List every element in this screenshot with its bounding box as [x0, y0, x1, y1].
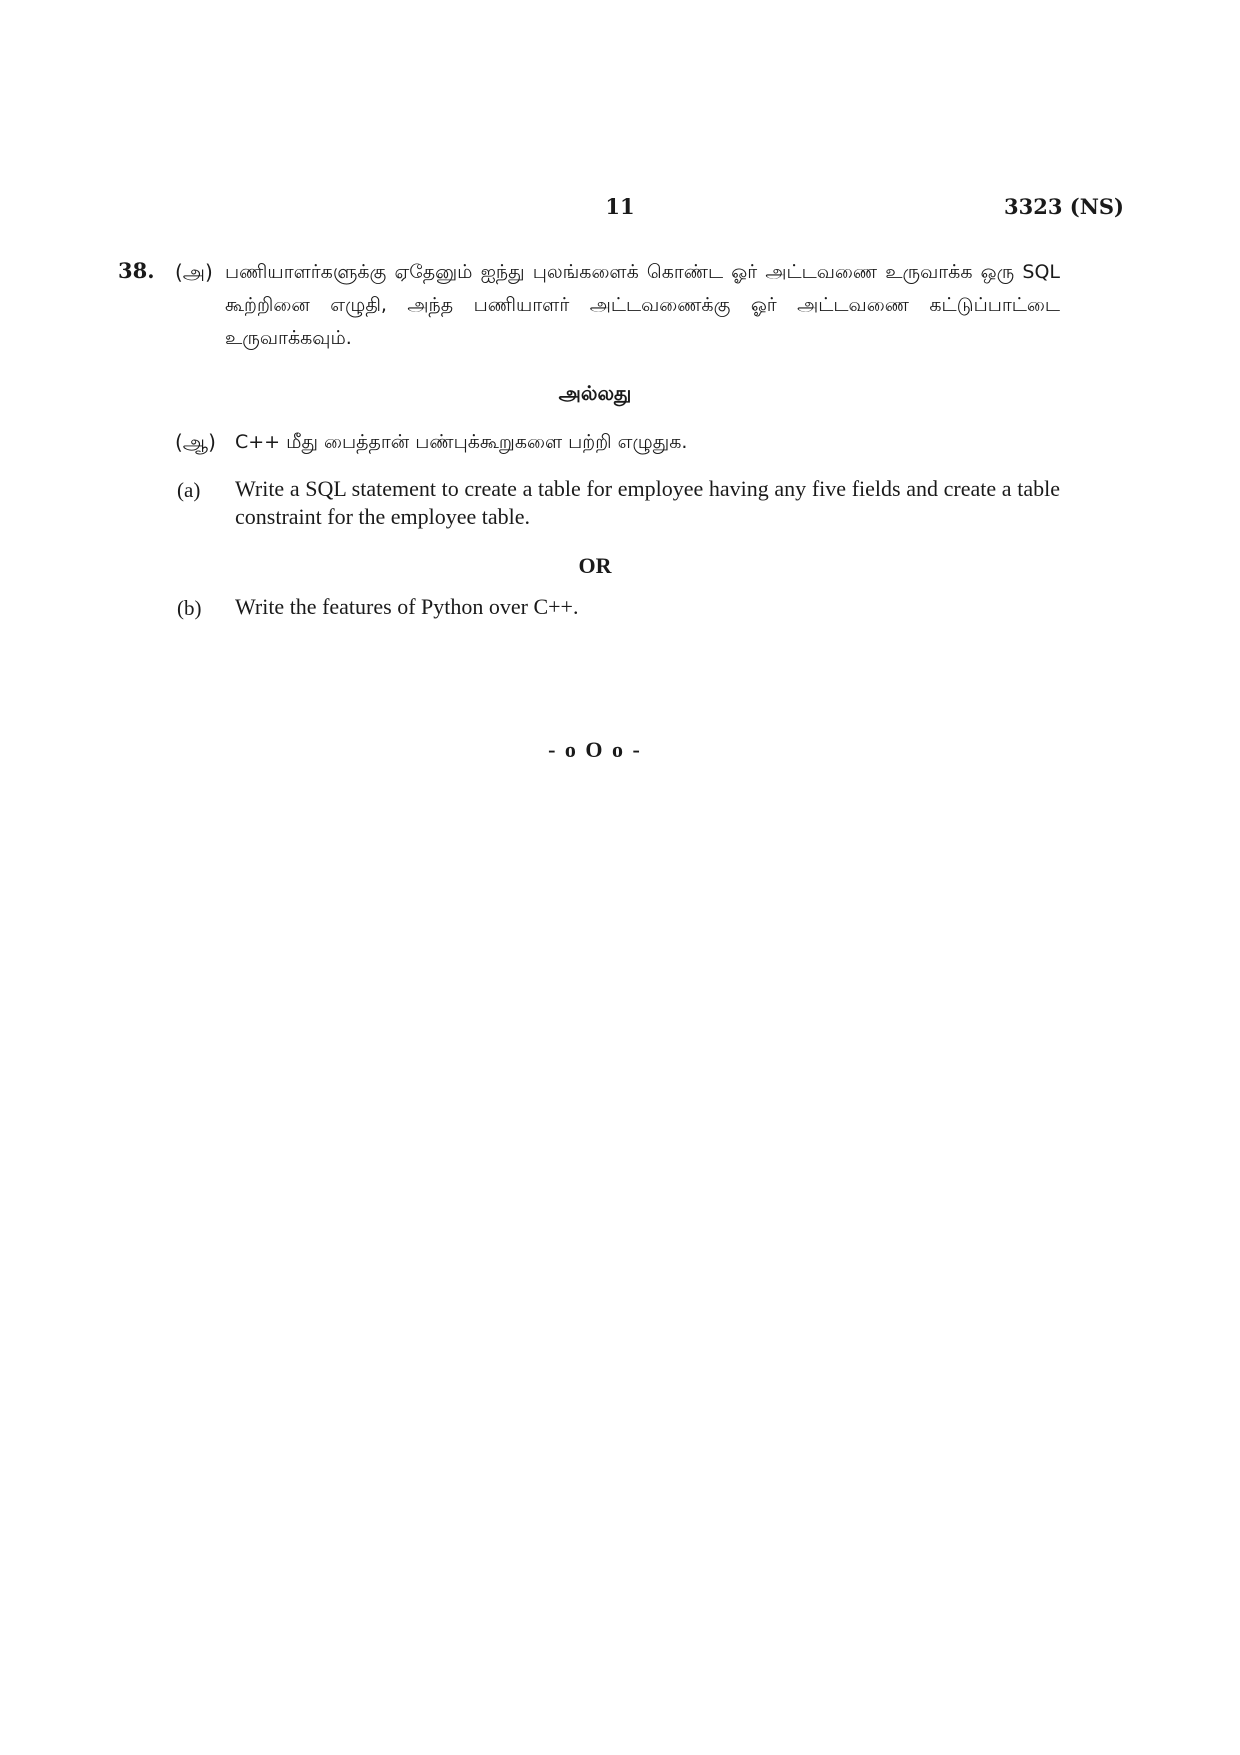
english-option-b-text: Write the features of Python over C++.	[235, 594, 579, 619]
tamil-or-heading: அல்லது	[558, 381, 632, 405]
tamil-option-a-label: (அ)	[175, 260, 213, 284]
tamil-option-b-text: C++ மீது பைத்தான் பண்புக்கூறுகளை பற்றி எழுதுக.	[235, 431, 688, 453]
english-option-a-label: (a)	[177, 478, 201, 502]
paper-code: 3323 (NS)	[1004, 194, 1124, 219]
english-option-a-text: Write a SQL statement to create a table for employee having any five fields and create a table constraint for the employee table.	[235, 476, 1060, 529]
question-number: 38.	[118, 258, 155, 283]
page-number: 11	[605, 194, 635, 219]
english-or-heading: OR	[578, 553, 612, 578]
english-option-b-label: (b)	[177, 596, 202, 620]
tamil-option-a-text: பணியாளர்களுக்கு ஏதேனும் ஐந்து புலங்களைக் கொண்ட ஓர் அட்டவணை உருவாக்க ஒரு SQL கூற்றினை எழுதி, அந்த பணியாளர் அட்டவணைக்கு ஓர் அட்டவணை கட்டுப்பாட்டை உருவாக்கவும்.	[225, 261, 1060, 349]
tamil-option-b-label: (ஆ)	[175, 430, 216, 454]
end-of-paper-mark: - o O o -	[548, 737, 642, 762]
